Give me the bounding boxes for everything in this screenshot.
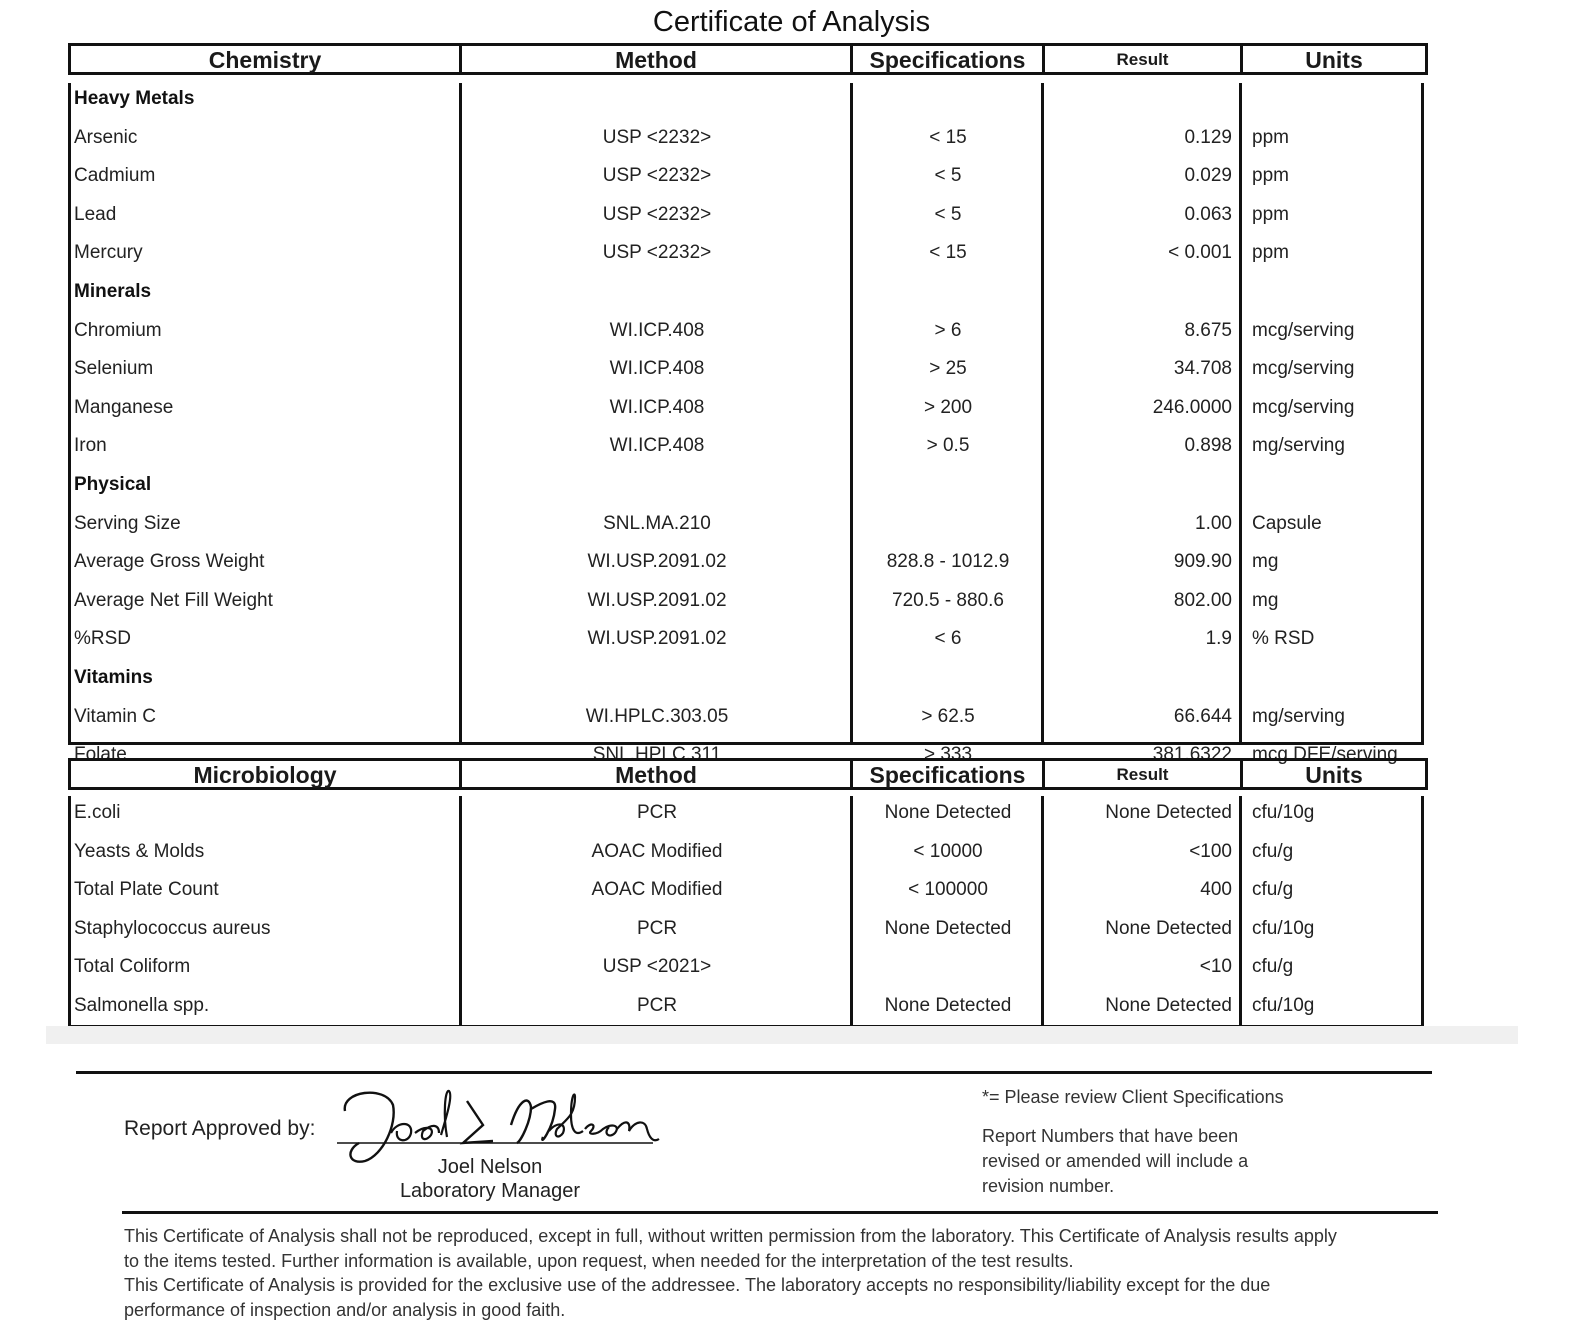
revision-note-line-1: Report Numbers that have been	[982, 1126, 1239, 1146]
table-row	[71, 505, 1427, 543]
result-cell: 8.675	[1184, 319, 1232, 341]
table-row	[71, 196, 1427, 234]
specification-cell: < 100000	[908, 879, 988, 900]
result-cell: 909.90	[1173, 551, 1232, 573]
method-cell: WI.ICP.408	[609, 358, 705, 380]
specification-cell: None Detected	[884, 994, 1012, 1016]
method-cell: SNL.MA.210	[603, 512, 711, 534]
result-cell: <10	[1199, 956, 1232, 977]
section-heading	[71, 659, 1427, 697]
method-cell: WI.ICP.408	[609, 435, 705, 457]
result-cell: 0.129	[1184, 126, 1232, 148]
analyte-name: Average Net Fill Weight	[74, 589, 273, 611]
specification-cell: > 200	[923, 396, 973, 418]
analyte-name: Manganese	[74, 396, 174, 418]
units-cell: ppm	[1252, 126, 1289, 148]
result-cell: 802.00	[1173, 589, 1232, 611]
section-heading-label: Vitamins	[74, 667, 153, 688]
result-cell: None Detected	[1105, 917, 1232, 939]
specification-cell: None Detected	[884, 802, 1012, 823]
header-result: Result	[1045, 761, 1243, 787]
header-specifications: Specifications	[853, 46, 1045, 72]
specification-cell: None Detected	[884, 917, 1012, 939]
disclaimer-line-2: to the items tested. Further information is available, upon request, when needed for the interpretation of the test results.	[124, 1250, 1074, 1271]
section-heading-label: Minerals	[74, 281, 152, 302]
revision-note-line-2: revised or amended will include a	[982, 1151, 1249, 1171]
chemistry-table-header	[68, 43, 1428, 75]
units-cell: Capsule	[1252, 512, 1322, 534]
specification-cell: > 0.5	[926, 435, 970, 457]
header-specifications: Specifications	[853, 761, 1045, 787]
table-row	[71, 157, 1427, 195]
header-microbiology: Microbiology	[71, 761, 462, 787]
result-cell: 1.9	[1205, 628, 1232, 650]
analyte-name: Selenium	[74, 358, 154, 380]
result-cell: 400	[1200, 879, 1232, 900]
revision-note-line-3: revision number.	[982, 1176, 1115, 1196]
specification-cell: < 15	[929, 242, 967, 264]
method-cell: AOAC Modified	[591, 840, 723, 862]
units-cell: mg/serving	[1252, 705, 1345, 727]
analyte-name: Yeasts & Molds	[74, 840, 205, 862]
analyte-name: Average Gross Weight	[74, 551, 265, 573]
table-row	[71, 543, 1427, 581]
analyte-name: Serving Size	[74, 512, 181, 534]
table-row	[71, 948, 1427, 986]
units-cell: mcg/serving	[1252, 319, 1355, 341]
microbiology-table-body	[68, 796, 1424, 1028]
specification-cell: < 10000	[913, 840, 983, 862]
specification-cell	[853, 948, 1043, 986]
units-cell: mcg DFE/serving	[1252, 744, 1398, 766]
result-cell: None Detected	[1105, 994, 1232, 1016]
units-cell: cfu/g	[1252, 840, 1294, 862]
method-cell: WI.ICP.408	[609, 396, 705, 418]
units-cell: mg/serving	[1252, 435, 1345, 457]
analyte-name: Salmonella spp.	[74, 994, 210, 1016]
method-cell: USP <2021>	[602, 956, 712, 977]
chemistry-table-body	[68, 83, 1424, 766]
table-row	[71, 871, 1427, 909]
method-cell: SNL.HPLC.311	[592, 744, 722, 766]
table-row	[71, 427, 1427, 465]
table-row	[71, 350, 1427, 388]
header-method: Method	[462, 761, 853, 787]
analyte-name: Lead	[74, 203, 117, 225]
units-cell: cfu/10g	[1252, 917, 1315, 939]
method-cell: USP <2232>	[602, 203, 712, 225]
analyte-name: Vitamin C	[74, 705, 157, 727]
method-cell: WI.ICP.408	[609, 319, 705, 341]
analyte-name: Folate	[74, 744, 127, 766]
specification-cell: 720.5 - 880.6	[892, 589, 1004, 611]
footer-bottom-rule	[122, 1211, 1438, 1214]
specification-cell: 828.8 - 1012.9	[886, 551, 1010, 573]
analyte-name: Iron	[74, 435, 107, 457]
specification-cell: > 25	[929, 358, 967, 380]
units-cell: cfu/g	[1252, 956, 1294, 977]
result-cell: 0.063	[1184, 203, 1232, 225]
table-row	[71, 389, 1427, 427]
specification-cell	[853, 505, 1043, 543]
units-cell: cfu/g	[1252, 879, 1294, 900]
disclaimer-line-3: This Certificate of Analysis is provided for the exclusive use of the addressee. The laboratory accepts no responsibility/liability except for the due	[124, 1275, 1271, 1295]
header-units: Units	[1305, 47, 1363, 73]
specification-cell: < 15	[929, 126, 967, 148]
section-heading	[71, 273, 1427, 311]
table-row	[71, 987, 1427, 1025]
result-cell: 381.6322	[1152, 744, 1232, 766]
method-cell: AOAC Modified	[591, 879, 723, 900]
table-row	[71, 620, 1427, 658]
separator-band	[46, 1026, 1518, 1044]
units-cell: mg	[1252, 589, 1279, 611]
specification-cell: < 5	[934, 165, 962, 187]
disclaimer-line-4: performance of inspection and/or analysis in good faith.	[124, 1299, 566, 1320]
disclaimer-line-1: This Certificate of Analysis shall not be reproduced, except in full, without written permission from the laboratory. This Certificate of Analysis results apply	[124, 1226, 1337, 1246]
disclaimer	[124, 1224, 1424, 1322]
specification-cell: < 5	[934, 203, 962, 225]
table-row	[71, 234, 1427, 272]
analyte-name: Mercury	[74, 242, 143, 264]
method-cell: WI.HPLC.303.05	[585, 705, 729, 727]
table-row	[71, 910, 1427, 948]
method-cell: PCR	[636, 994, 678, 1016]
method-cell: USP <2232>	[602, 242, 712, 264]
client-spec-note: *= Please review Client Specifications	[982, 1087, 1284, 1107]
header-method: Method	[462, 46, 853, 72]
specification-cell: > 333	[923, 744, 973, 766]
approved-by-label: Report Approved by:	[124, 1117, 316, 1140]
header-result: Result	[1045, 46, 1243, 72]
table-row	[71, 119, 1427, 157]
specification-cell: < 6	[934, 628, 962, 650]
signer-title: Laboratory Manager	[399, 1180, 581, 1202]
method-cell: PCR	[636, 917, 678, 939]
page-title: Certificate of Analysis	[652, 6, 931, 38]
result-cell: <100	[1189, 840, 1232, 862]
units-cell: cfu/10g	[1252, 802, 1315, 823]
units-cell: mcg/serving	[1252, 358, 1355, 380]
units-cell: ppm	[1252, 165, 1289, 187]
specification-cell: > 62.5	[921, 705, 975, 727]
analyte-name: Total Plate Count	[74, 879, 219, 900]
method-cell: USP <2232>	[602, 165, 712, 187]
result-cell: 66.644	[1173, 705, 1232, 727]
analyte-name: Total Coliform	[74, 956, 191, 977]
section-heading-label: Physical	[74, 474, 152, 495]
units-cell: mcg/serving	[1252, 396, 1355, 418]
header-chemistry: Chemistry	[71, 46, 462, 72]
result-cell: None Detected	[1105, 802, 1232, 823]
section-heading-label: Heavy Metals	[74, 88, 195, 109]
method-cell: PCR	[636, 802, 678, 823]
analyte-name: Arsenic	[74, 126, 138, 148]
result-cell: 1.00	[1195, 512, 1232, 534]
microbiology-table-header	[68, 758, 1428, 790]
table-row	[71, 833, 1427, 871]
result-cell: 34.708	[1173, 358, 1232, 380]
analyte-name: Chromium	[74, 319, 162, 341]
units-cell: cfu/10g	[1252, 994, 1315, 1016]
section-heading	[71, 80, 1427, 118]
method-cell: WI.USP.2091.02	[587, 551, 727, 573]
signer-name: Joel Nelson	[437, 1156, 543, 1178]
method-cell: USP <2232>	[602, 126, 712, 148]
result-cell: 246.0000	[1152, 396, 1232, 418]
units-cell: mg	[1252, 551, 1279, 573]
units-cell: ppm	[1252, 203, 1289, 225]
signature	[335, 1085, 660, 1167]
analyte-name: Staphylococcus aureus	[74, 917, 271, 939]
analyte-name: E.coli	[74, 802, 121, 823]
table-row	[71, 698, 1427, 736]
table-row	[71, 582, 1427, 620]
analyte-name: %RSD	[74, 628, 132, 650]
footer-top-rule	[76, 1071, 1432, 1074]
table-row	[71, 794, 1427, 832]
table-row	[71, 312, 1427, 350]
result-cell: 0.029	[1184, 165, 1232, 187]
units-cell: % RSD	[1252, 628, 1315, 650]
section-heading	[71, 466, 1427, 504]
result-cell: 0.898	[1184, 435, 1232, 457]
method-cell: WI.USP.2091.02	[587, 589, 727, 611]
units-cell: ppm	[1252, 242, 1289, 264]
method-cell: WI.USP.2091.02	[587, 628, 727, 650]
specification-cell: > 6	[934, 319, 962, 341]
analyte-name: Cadmium	[74, 165, 156, 187]
header-units: Units	[1305, 762, 1363, 788]
result-cell: < 0.001	[1168, 242, 1232, 264]
